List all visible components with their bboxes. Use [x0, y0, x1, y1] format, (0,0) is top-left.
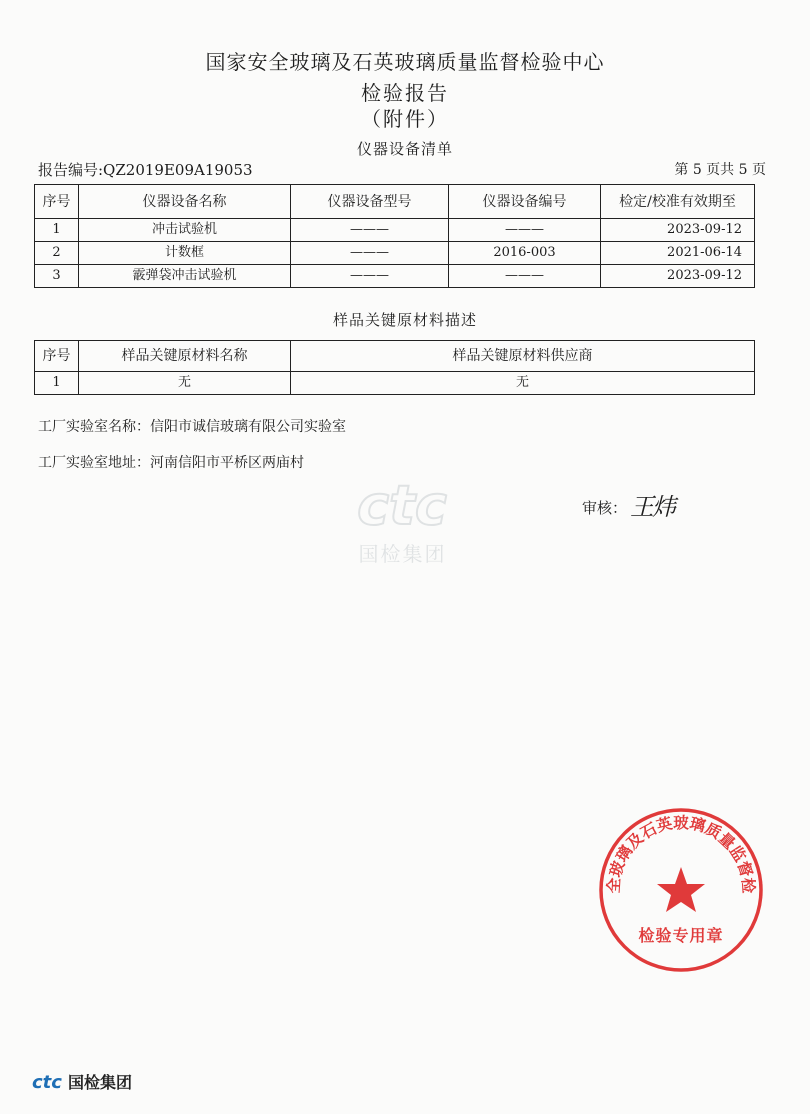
table-cell: 2023-09-12	[601, 265, 755, 288]
reviewer-signature: 王炜	[630, 493, 674, 521]
col-header: 仪器设备型号	[291, 185, 449, 219]
equipment-header-row	[35, 185, 755, 219]
col-header: 仪器设备名称	[79, 185, 291, 219]
table-cell: 2016-003	[449, 242, 601, 265]
col-header: 序号	[35, 341, 79, 372]
table-cell: ———	[449, 265, 601, 288]
reviewer-label: 审核：	[582, 499, 628, 517]
report-subtitle: （附件）	[361, 107, 449, 131]
ctc-logo-icon: ctc	[32, 1072, 62, 1093]
lab-address: 工厂实验室地址：河南信阳市平桥区两庙村	[38, 455, 304, 471]
table-row	[35, 242, 755, 265]
materials-header-row	[35, 341, 755, 372]
table-cell: 冲击试验机	[79, 219, 291, 242]
org-title: 国家安全玻璃及石英玻璃质量监督检验中心	[205, 50, 605, 74]
table-row	[35, 372, 755, 395]
table-cell: 3	[35, 265, 79, 288]
table-cell: 2021-06-14	[601, 242, 755, 265]
table-cell: ———	[291, 265, 449, 288]
page-number: 第 5 页共 5 页	[674, 162, 766, 178]
col-header: 仪器设备编号	[449, 185, 601, 219]
official-seal	[596, 805, 766, 975]
materials-section-title: 样品关键原材料描述	[332, 311, 477, 329]
seal-icon	[596, 805, 766, 975]
table-cell: 2	[35, 242, 79, 265]
watermark-logo	[335, 472, 470, 567]
table-cell: 无	[79, 372, 291, 395]
table-cell: ———	[449, 219, 601, 242]
svg-text:ctc: ctc	[357, 474, 447, 537]
equipment-table	[34, 184, 755, 288]
report-title: 检验报告	[361, 81, 449, 105]
col-header: 序号	[35, 185, 79, 219]
table-row	[35, 265, 755, 288]
materials-table	[34, 340, 755, 395]
table-cell: 1	[35, 219, 79, 242]
col-header: 样品关键原材料供应商	[291, 341, 755, 372]
footer-logo	[32, 1070, 132, 1093]
table-cell: 无	[291, 372, 755, 395]
lab-name: 工厂实验室名称：信阳市诚信玻璃有限公司实验室	[38, 419, 346, 435]
svg-text:国家安全玻璃及石英玻璃质量监督检验中心: 全玻璃及石英玻璃质量监督检	[604, 813, 758, 894]
table-cell: 计数框	[79, 242, 291, 265]
watermark-text: 国检集团	[358, 542, 447, 566]
seal-center-text: 检验专用章	[638, 926, 724, 945]
table-cell: 1	[35, 372, 79, 395]
col-header: 样品关键原材料名称	[79, 341, 291, 372]
equipment-section-title: 仪器设备清单	[356, 140, 453, 158]
col-header: 检定/校准有效期至	[601, 185, 755, 219]
table-cell: 霰弹袋冲击试验机	[79, 265, 291, 288]
footer-brand-text: 国检集团	[67, 1073, 132, 1092]
table-cell: ———	[291, 242, 449, 265]
report-number: 报告编号:QZ2019E09A19053	[38, 161, 253, 179]
table-row	[35, 219, 755, 242]
table-cell: 2023-09-12	[601, 219, 755, 242]
table-cell: ———	[291, 219, 449, 242]
